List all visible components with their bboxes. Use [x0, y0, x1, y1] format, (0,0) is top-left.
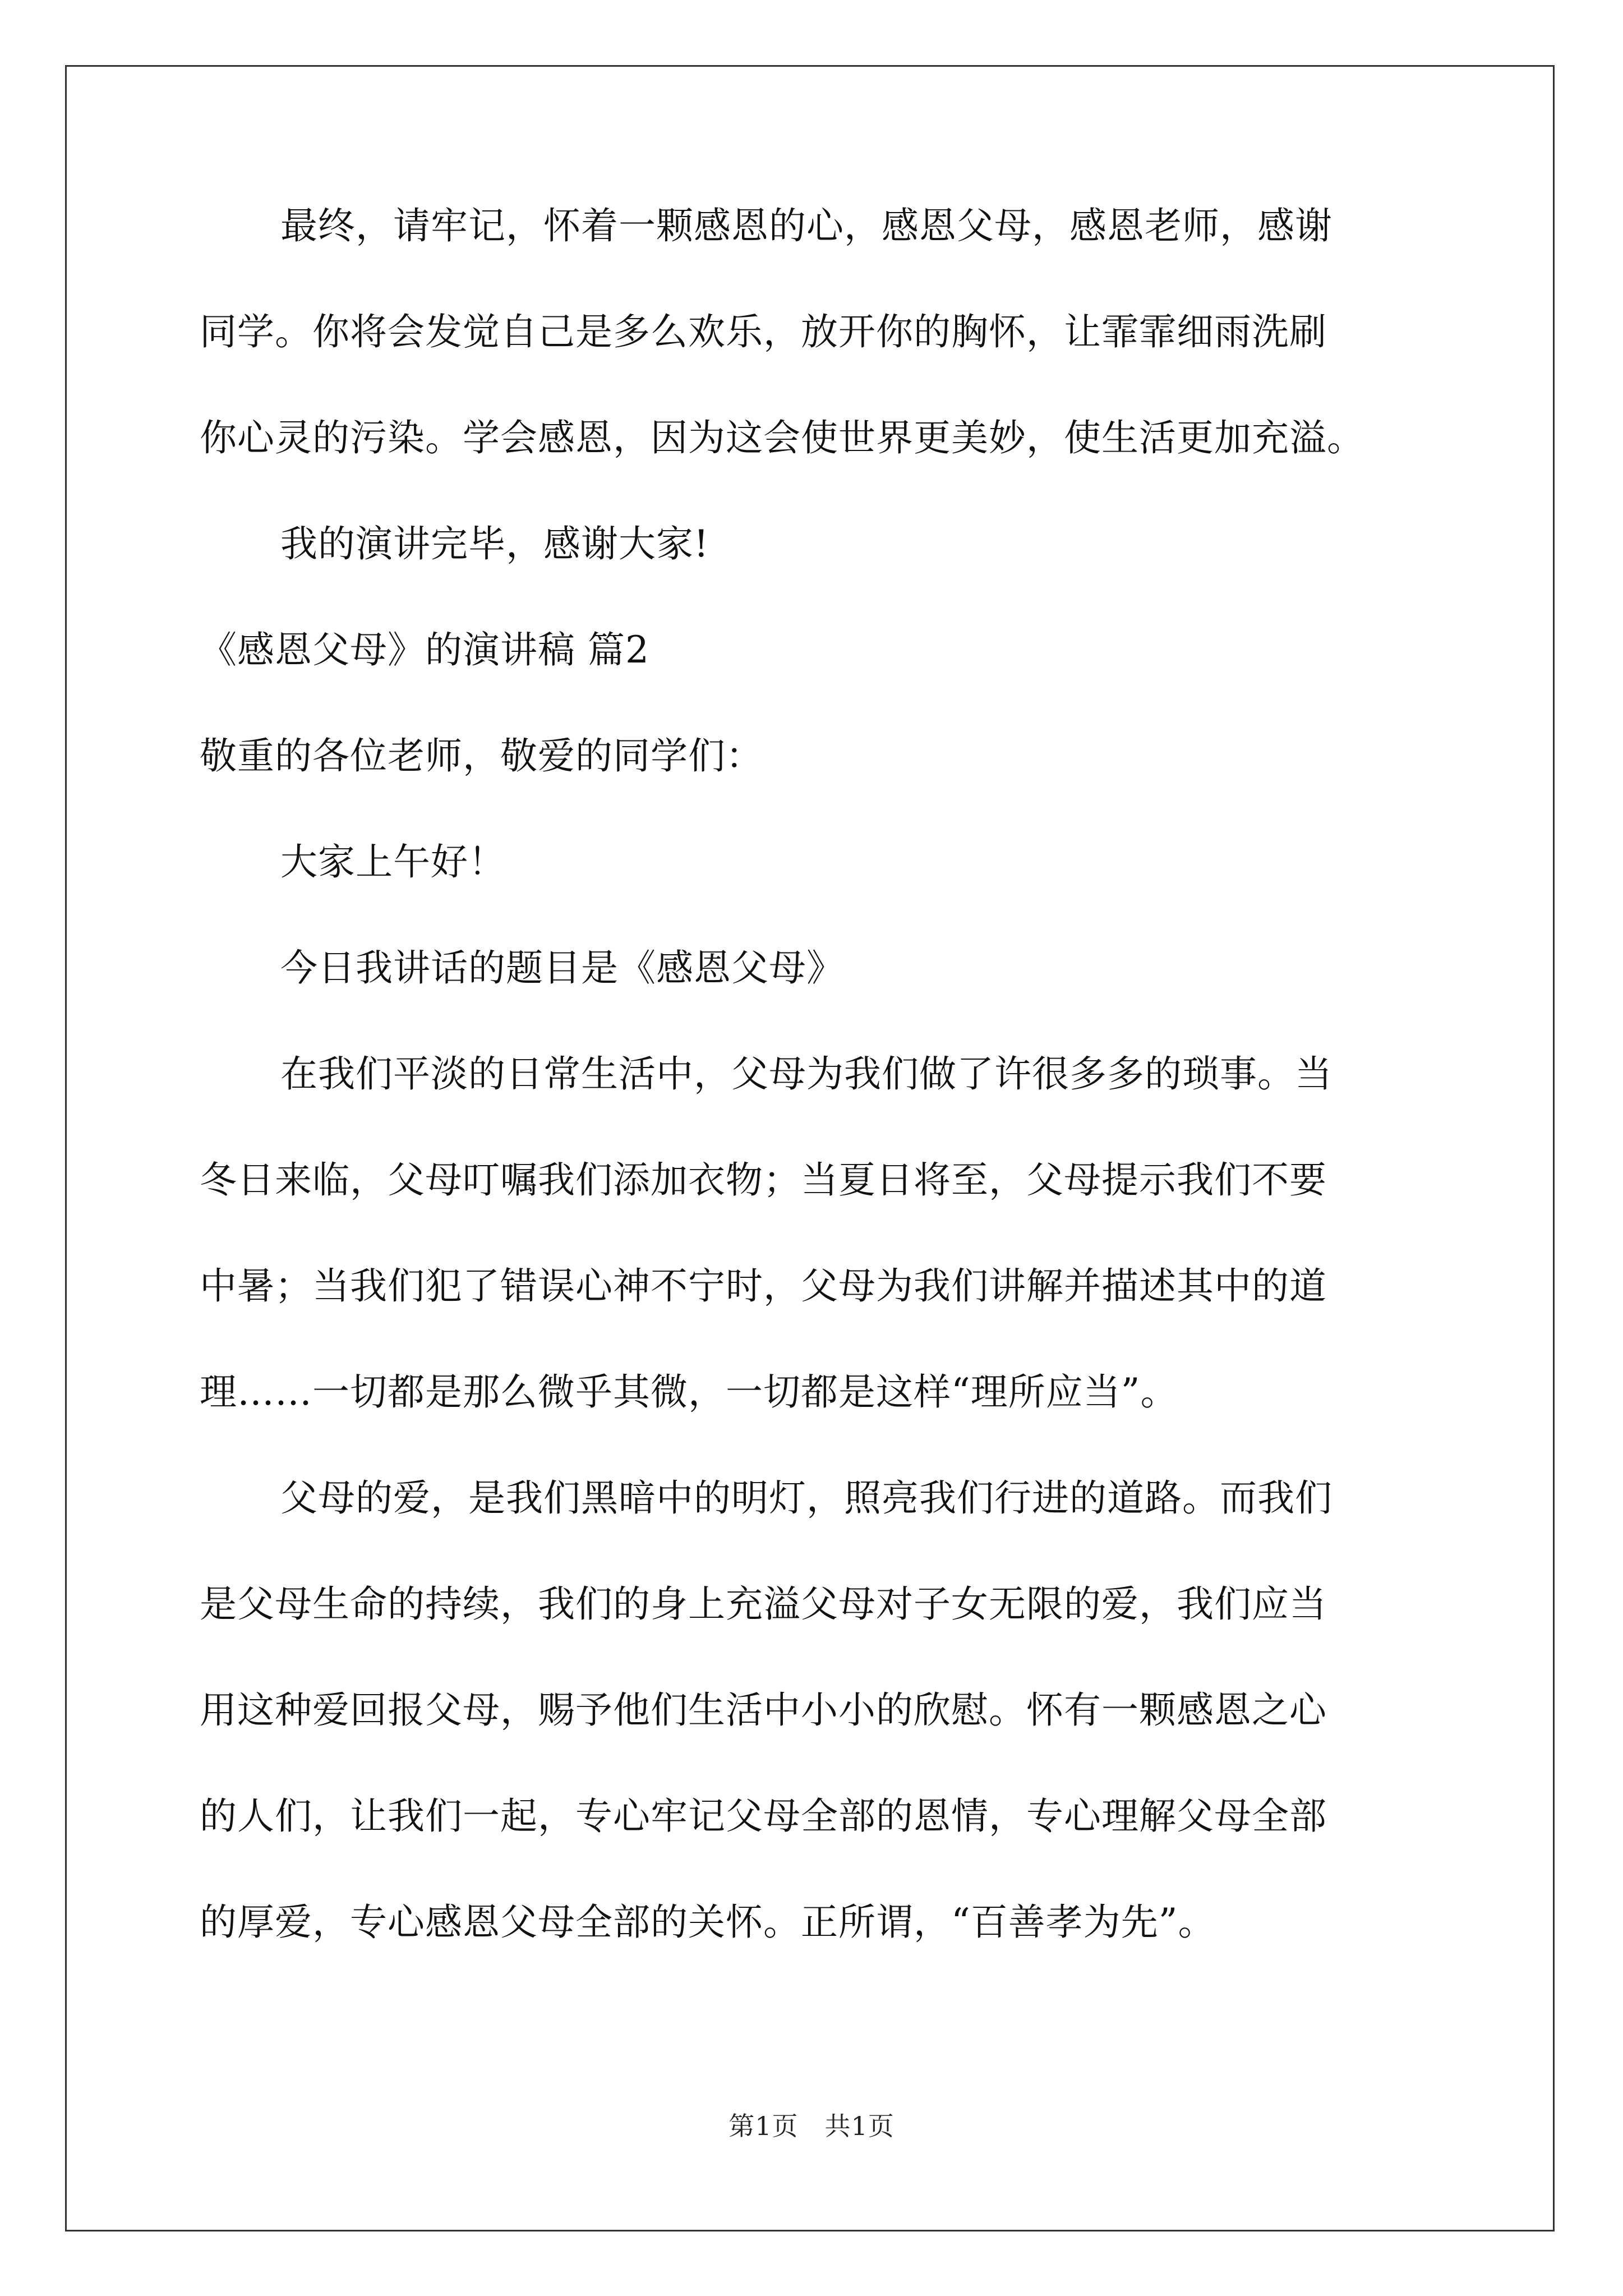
paragraph-line: 是父母生命的持续，我们的身上充溢父母对子女无限的爱，我们应当	[200, 1582, 1327, 1626]
paragraph-line: 中暑；当我们犯了错误心神不宁时，父母为我们讲解并描述其中的道	[200, 1264, 1327, 1308]
paragraph-line: 最终，请牢记，怀着一颗感恩的心，感恩父母，感恩老师，感谢	[280, 204, 1332, 247]
paragraph-line: 用这种爱回报父母，赐予他们生活中小小的欣慰。怀有一颗感恩之心	[200, 1688, 1327, 1732]
paragraph-line: 的人们，让我们一起，专心牢记父母全部的恩情，专心理解父母全部	[200, 1795, 1327, 1838]
paragraph-line: 的厚爱，专心感恩父母全部的关怀。正所谓，“百善孝为先”。	[200, 1901, 1216, 1944]
paragraph-line: 你心灵的污染。学会感恩，因为这会使世界更美妙，使生活更加充溢。	[200, 416, 1364, 459]
section-heading: 《感恩父母》的演讲稿 篇2	[200, 628, 649, 671]
page-number-footer: 第1页 共1页	[728, 2111, 895, 2141]
speech-topic: 今日我讲话的题目是《感恩父母》	[280, 946, 844, 990]
paragraph-line: 同学。你将会发觉自己是多么欢乐，放开你的胸怀，让霏霏细雨洗刷	[200, 310, 1327, 353]
document-body	[200, 204, 1433, 2010]
paragraph-line: 我的演讲完毕，感谢大家!	[280, 522, 709, 565]
paragraph-line: 父母的爱，是我们黑暗中的明灯，照亮我们行进的道路。而我们	[280, 1476, 1332, 1520]
paragraph-line: 理……一切都是那么微乎其微，一切都是这样“理所应当”。	[200, 1370, 1178, 1414]
paragraph-line: 冬日来临，父母叮嘱我们添加衣物；当夏日将至，父母提示我们不要	[200, 1158, 1327, 1202]
salutation: 敬重的各位老师，敬爱的同学们：	[200, 734, 763, 777]
greeting: 大家上午好！	[280, 840, 506, 884]
paragraph-line: 在我们平淡的日常生活中，父母为我们做了许很多多的琐事。当	[280, 1052, 1332, 1096]
